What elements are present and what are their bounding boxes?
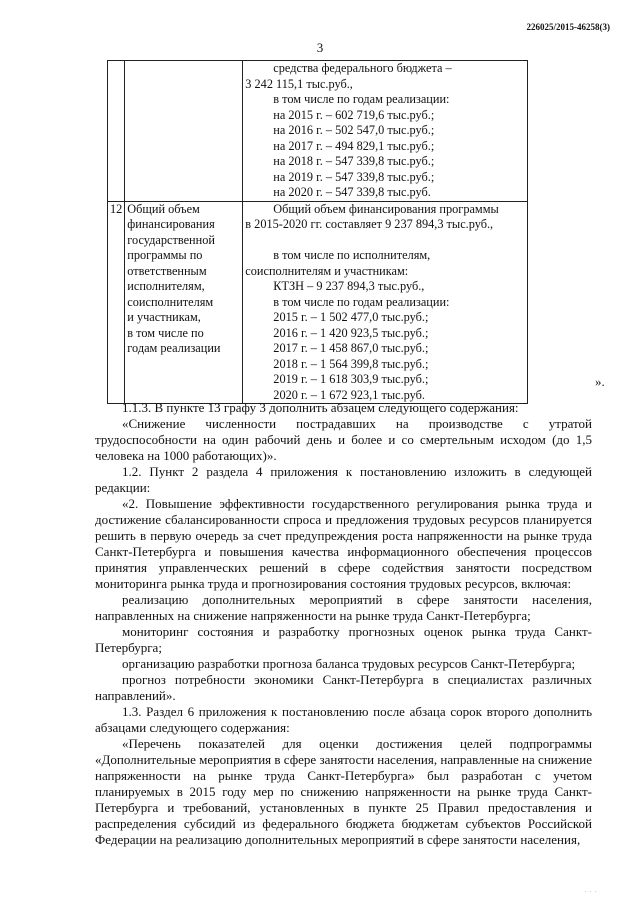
table-line: 2018 г. – 1 564 399,8 тыс.руб.; [273,356,429,371]
label-line: финансирования [127,217,215,231]
table-line: в том числе по годам реализации: [273,294,450,309]
label-line: программы по [127,248,203,262]
table-line: на 2017 г. – 494 829,1 тыс.руб.; [273,138,435,153]
table-line: 2015 г. – 1 502 477,0 тыс.руб.; [273,310,429,324]
label-line: исполнителям, [127,279,205,293]
paragraph: реализацию дополнительных мероприятий в сфере занятости населения, направленных на снижение напряженности на рынке труда Санкт-Петербурга; [95,592,592,623]
table-line [245,233,525,249]
document-code: 226025/2015-46258(3) [526,22,610,32]
paragraph: организацию разработки прогноза баланса трудовых ресурсов Санкт-Петербурга; [122,656,576,671]
row-label-cell [125,201,243,404]
label-line: Общий объем [127,201,200,216]
table-line: 2020 г. – 1 672 923,1 тыс.руб. [273,387,425,402]
row-content-cell [243,61,528,202]
row-label-cell [125,61,243,202]
row-number-cell: 12 [108,201,125,404]
paragraph: мониторинг состояния и разработку прогнозных оценок рынка труда Санкт-Петербурга; [95,624,592,655]
label-line: государственной [127,232,215,247]
label-line: годам реализации [127,341,221,355]
body-text [95,400,592,848]
label-line: соисполнителям [127,294,214,309]
paragraph: 1.1.3. В пункте 13 графу 3 дополнить абзацем следующего содержания: [122,400,519,415]
table-line: на 2019 г. – 547 339,8 тыс.руб.; [273,169,435,184]
table-line: средства федерального бюджета – [273,61,452,75]
table-line: на 2018 г. – 547 339,8 тыс.руб.; [273,154,435,168]
table-line: на 2020 г. – 547 339,8 тыс.руб. [273,185,431,199]
table-line: 2016 г. – 1 420 923,5 тыс.руб.; [273,325,429,340]
table-line: на 2015 г. – 602 719,6 тыс.руб.; [273,107,435,122]
closing-quote: ». [595,374,605,389]
table-line: в том числе по годам реализации: [273,92,450,106]
table-row [108,61,528,202]
label-line: и участникам, [127,310,201,324]
label-line: ответственным [127,263,207,278]
program-passport-table [107,60,528,404]
table-line: в 2015-2020 гг. составляет 9 237 894,3 тыс.руб., [245,217,494,231]
table-line: Общий объем финансирования программы [273,201,499,216]
label-line: в том числе по [127,325,204,340]
paragraph: «Перечень показателей для оценки достижения целей подпрограммы «Дополнительные мероприятия в сфере занятости населения, направленные на снижение напряженности на рынке труда Санкт-Петербурга» был разработан с учетом планируемых в 2015 году мер по снижению напряженности на рынке труда Санкт-Петербурга и требований, установленных в пункте 25 Правил предоставления и распределения субсидий из федерального бюджета бюджетам субъектов Российской Федерации на реализацию дополнительных мероприятий в сфере занятости населения, [95,736,592,847]
table-line: КТЗН – 9 237 894,3 тыс.руб., [273,279,425,293]
table-line: соисполнителям и участникам: [245,263,409,278]
paragraph: 1.2. Пункт 2 раздела 4 приложения к постановлению изложить в следующей редакции: [95,464,592,495]
paragraph: прогноз потребности экономики Санкт-Петербурга в специалистах различных направлений». [95,672,592,703]
table-line: 3 242 115,1 тыс.руб., [245,76,353,91]
page-number: 3 [316,40,324,55]
table-line: на 2016 г. – 502 547,0 тыс.руб.; [273,123,435,137]
paragraph: «2. Повышение эффективности государственного регулирования рынка труда и достижение сбалансированности спроса и предложения трудовых ресурсов планируется решить в первую очередь за счет предупреждения роста напряженности на рынке труда Санкт-Петербурга и повышения качества информационного обеспечения процессов принятия управленческих решений в сфере содействия занятости посредством мониторинга рынка труда и прогнозирования состояния трудовых ресурсов, включая: [95,496,592,591]
table-row [108,201,528,404]
table-line: 2019 г. – 1 618 303,9 тыс.руб.; [273,372,429,386]
row-content-cell [243,201,528,404]
scan-specks: . . . [585,888,598,894]
paragraph: 1.3. Раздел 6 приложения к постановлению после абзаца сорок второго дополнить абзацами следующего содержания: [95,704,592,735]
table-line: в том числе по исполнителям, [273,248,431,262]
paragraph: «Снижение численности пострадавших на производстве с утратой трудоспособности на один рабочий день и более и со смертельным исходом (до 1,5 человека на 1000 работающих)». [95,416,592,463]
row-number-cell [108,61,125,202]
table-line: 2017 г. – 1 458 867,0 тыс.руб.; [273,341,429,355]
